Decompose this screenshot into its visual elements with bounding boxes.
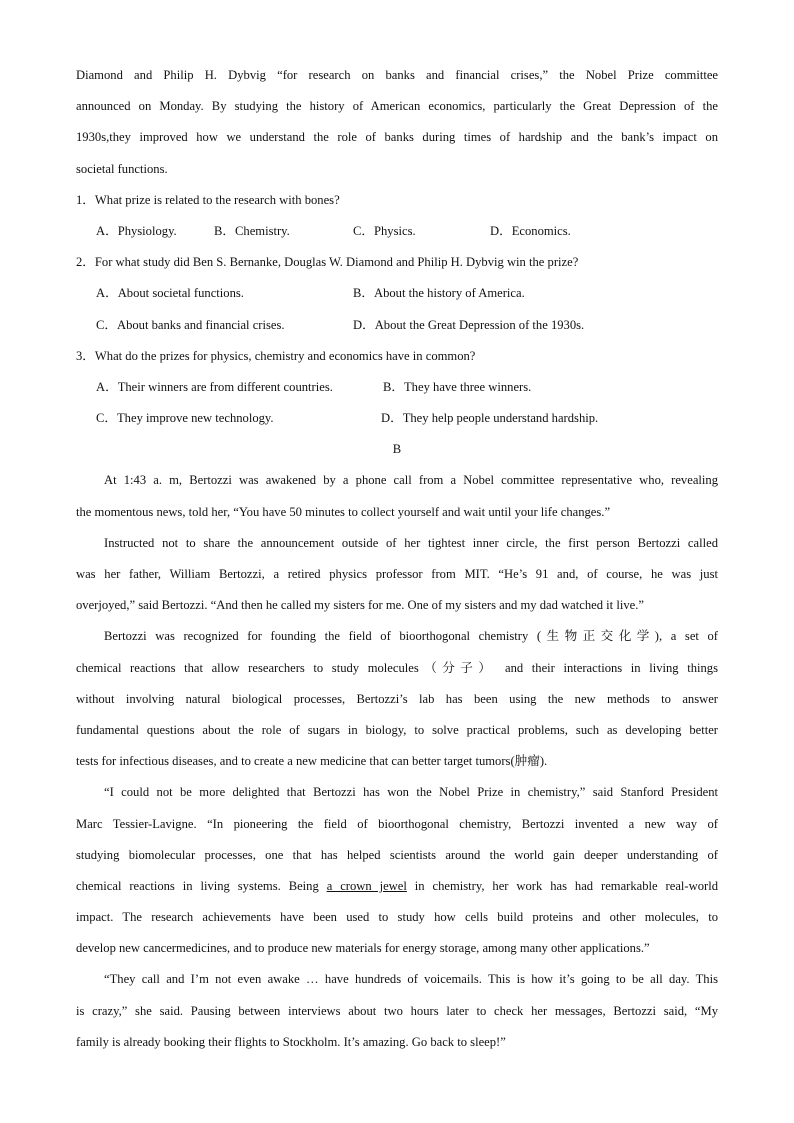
option-b[interactable]: B．About the history of America. [353,286,525,301]
option-a[interactable]: A．Physiology. [96,223,177,238]
section-heading: B [392,442,402,457]
paragraph-5 [76,964,718,1058]
text-line: overjoyed,” said Bertozzi. “And then he called my sisters for me. One of my sisters and my dad watched it live.” [76,598,644,613]
text-line: impact. The research achievements have been used to study how cells build proteins and other molecules, to [76,910,718,925]
option-a[interactable]: A．About societal functions. [96,286,244,301]
question-1 [76,185,718,247]
question-3 [76,341,718,435]
text-line [76,871,718,902]
text-run: in chemistry, her work has had remarkable real-world [406,878,718,893]
options-row [76,278,718,309]
text-line: Marc Tessier-Lavigne. “In pioneering the field of bioorthogonal chemistry, Bertozzi invented a new way of [76,816,718,831]
question-stem: 3．What do the prizes for physics, chemistry and economics have in common? [76,348,476,363]
text-line: was her father, William Bertozzi, a retired physics professor from MIT. “He’s 91 and, of course, he was just [76,567,718,581]
question-2 [76,247,718,341]
text-line: chemical reactions that allow researchers to study molecules（分子） and their interactions in living things [76,660,718,675]
option-c[interactable]: C．About banks and financial crises. [96,317,285,332]
text-line: Diamond and Philip H. Dybvig “for research on banks and financial crises,” the Nobel Prize committee [76,68,718,82]
paragraph-1 [76,465,718,527]
option-a[interactable]: A．Their winners are from different countries. [96,379,333,394]
paragraph-4 [76,777,718,964]
intro-paragraph [76,60,718,185]
text-line: studying biomolecular processes, one that has helped scientists around the world gain deeper understanding of [76,847,718,862]
text-line: without involving natural biological processes, Bertozzi’s lab has been using the new methods to answer [76,691,718,706]
option-d[interactable]: D．About the Great Depression of the 1930s. [353,317,585,332]
text-line: announced on Monday. By studying the history of American economics, particularly the Great Depression of the [76,99,718,114]
text-line: family is already booking their flights to Stockholm. It’s amazing. Go back to sleep!” [76,1034,506,1049]
text-line: “They call and I’m not even awake … have hundreds of voicemails. This is how it’s going to be all day. This [104,972,718,987]
text-line: “I could not be more delighted that Bertozzi has won the Nobel Prize in chemistry,” said Stanford President [104,785,718,800]
text-line: societal functions. [76,161,168,176]
question-stem: 1．What prize is related to the research with bones? [76,192,340,207]
options-row [76,216,718,247]
option-d[interactable]: D．They help people understand hardship. [381,411,599,426]
underlined-phrase: a crown jewel [326,878,407,893]
option-d[interactable]: D．Economics. [490,223,571,238]
option-b[interactable]: B．They have three winners. [383,379,532,394]
option-c[interactable]: C．Physics. [353,223,416,238]
options-row [76,310,718,341]
text-run: chemical reactions in living systems. Being [76,878,327,893]
paragraph-3 [76,621,718,777]
text-line: the momentous news, told her, “You have 50 minutes to collect yourself and wait until your life changes.” [76,504,611,519]
text-line: Instructed not to share the announcement outside of her tightest inner circle, the first person Bertozzi called [104,535,718,550]
text-line: develop new cancermedicines, and to produce new materials for energy storage, among many other applications.” [76,941,650,956]
text-line: tests for infectious diseases, and to create a new medicine that can better target tumors(肿瘤). [76,754,548,769]
option-c[interactable]: C．They improve new technology. [96,411,274,426]
text-line: At 1:43 a. m, Bertozzi was awakened by a phone call from a Nobel committee representative who, revealing [104,473,718,488]
options-row [76,372,718,403]
question-stem: 2．For what study did Ben S. Bernanke, Douglas W. Diamond and Philip H. Dybvig win the prize? [76,255,579,270]
text-line: fundamental questions about the role of sugars in biology, to solve practical problems, such as developing better [76,722,718,737]
option-b[interactable]: B．Chemistry. [214,223,290,238]
text-line: 1930s,they improved how we understand the role of banks during times of hardship and the bank’s impact on [76,130,718,145]
document-page [76,60,718,1058]
paragraph-2 [76,528,718,622]
text-line: Bertozzi was recognized for founding the field of bioorthogonal chemistry (生物正交化学), a set of [104,629,718,644]
text-line: is crazy,” she said. Pausing between interviews about two hours later to check her messages, Bertozzi said, “My [76,1003,718,1018]
options-row [76,403,718,434]
